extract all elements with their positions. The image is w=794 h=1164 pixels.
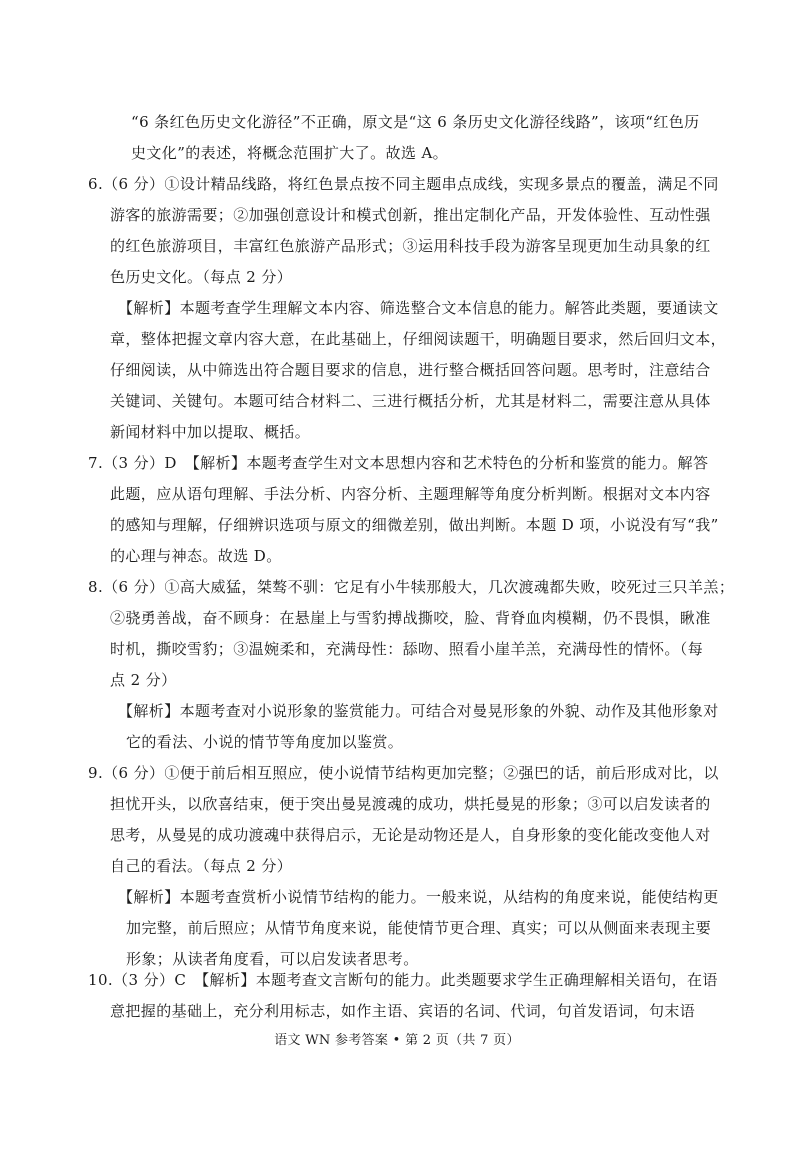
analysis-line: 【解析】本题考查学生理解文本内容、筛选整合文本信息的能力。解答此类题，要通读文: [118, 299, 719, 317]
text-line: 加完整，前后照应；从情节角度来说，能使情节更合理、真实；可以从侧面来表现主要: [126, 919, 712, 937]
text-line: 的红色旅游项目，丰富红色旅游产品形式；③运用科技手段为游客呈现更加生动具象的红: [110, 237, 711, 255]
text-line: 的感知与理解，仔细辨识选项与原文的细微差别，做出判断。本题 D 项，小说没有写“我”: [110, 516, 719, 534]
text-line: 它的看法、小说的情节等角度加以鉴赏。: [126, 733, 404, 751]
answer-9-line: 9.（6 分）①便于前后相互照应，使小说情节结构更加完整；②强巴的话，前后形成对比，以: [88, 764, 719, 782]
page-footer: 语文 WN 参考答案 • 第 2 页（共 7 页）: [274, 1033, 520, 1048]
analysis-line: 【解析】本题考查赏析小说情节结构的能力。一般来说，从结构的角度来说，能使结构更: [118, 888, 719, 906]
text-line: 史文化”的表述，将概念范围扩大了。故选 A。: [131, 144, 449, 162]
analysis-line: 【解析】本题考查对小说形象的鉴赏能力。可结合对曼晃形象的外貌、动作及其他形象对: [118, 702, 719, 720]
text-line: 形象；从读者角度看，可以启发读者思考。: [126, 950, 419, 968]
text-line: “6 条红色历史文化游径”不正确，原文是“这 6 条历史文化游径线路”，该项“红色历: [131, 113, 700, 131]
text-line: 仔细阅读，从中筛选出符合题目要求的信息，进行整合概括回答问题。思考时，注意结合: [110, 361, 711, 379]
answer-6-line: 6.（6 分）①设计精品线路，将红色景点按不同主题串点成线，实现多景点的覆盖，满足不同: [88, 175, 719, 193]
text-line: 色历史文化。（每点 2 分）: [110, 268, 293, 286]
text-line: 思考，从曼晃的成功渡魂中获得启示，无论是动物还是人，自身形象的变化能改变他人对: [110, 826, 711, 844]
text-line: 章，整体把握文章内容大意，在此基础上，仔细阅读题干，明确题目要求，然后回归文本，: [110, 330, 727, 348]
text-line: 游客的旅游需要；②加强创意设计和模式创新，推出定制化产品，开发体验性、互动性强: [110, 206, 711, 224]
text-line: 的心理与神态。故选 D。: [110, 547, 282, 565]
text-line: 时机，撕咬雪豹；③温婉柔和，充满母性：舔吻、照看小崖羊羔，充满母性的情怀。（每: [110, 640, 704, 658]
text-line: 关键词、关键句。本题可结合材料二、三进行概括分析，尤其是材料二，需要注意从具体: [110, 392, 711, 410]
text-line: 此题，应从语句理解、手法分析、内容分析、主题理解等角度分析判断。根据对文本内容: [110, 485, 711, 503]
answer-8-line: 8.（6 分）①高大威猛，桀骜不驯：它足有小牛犊那般大，几次渡魂都失败，咬死过三只羊羔；: [88, 578, 735, 596]
text-line: 新闻材料中加以提取、概括。: [110, 423, 311, 441]
text-line: ②骁勇善战，奋不顾身：在悬崖上与雪豹搏战撕咬，脸、背脊血肉模糊，仍不畏惧，瞅准: [110, 609, 711, 627]
text-line: 担忧开头，以欣喜结束，便于突出曼晃渡魂的成功，烘托曼晃的形象；③可以启发读者的: [110, 795, 711, 813]
answer-10-line: 10.（3 分）C 【解析】本题考查文言断句的能力。此类题要求学生正确理解相关语句，在语: [88, 971, 718, 989]
text-line: 意把握的基础上，充分利用标志，如作主语、宾语的名词、代词，句首发语词，句末语: [110, 1002, 696, 1020]
answer-7-line: 7.（3 分）D 【解析】本题考查学生对文本思想内容和艺术特色的分析和鉴赏的能力。解答: [88, 454, 709, 472]
text-line: 点 2 分）: [110, 671, 177, 689]
document-page: [0, 42, 794, 1164]
text-line: 自己的看法。（每点 2 分）: [110, 857, 293, 875]
